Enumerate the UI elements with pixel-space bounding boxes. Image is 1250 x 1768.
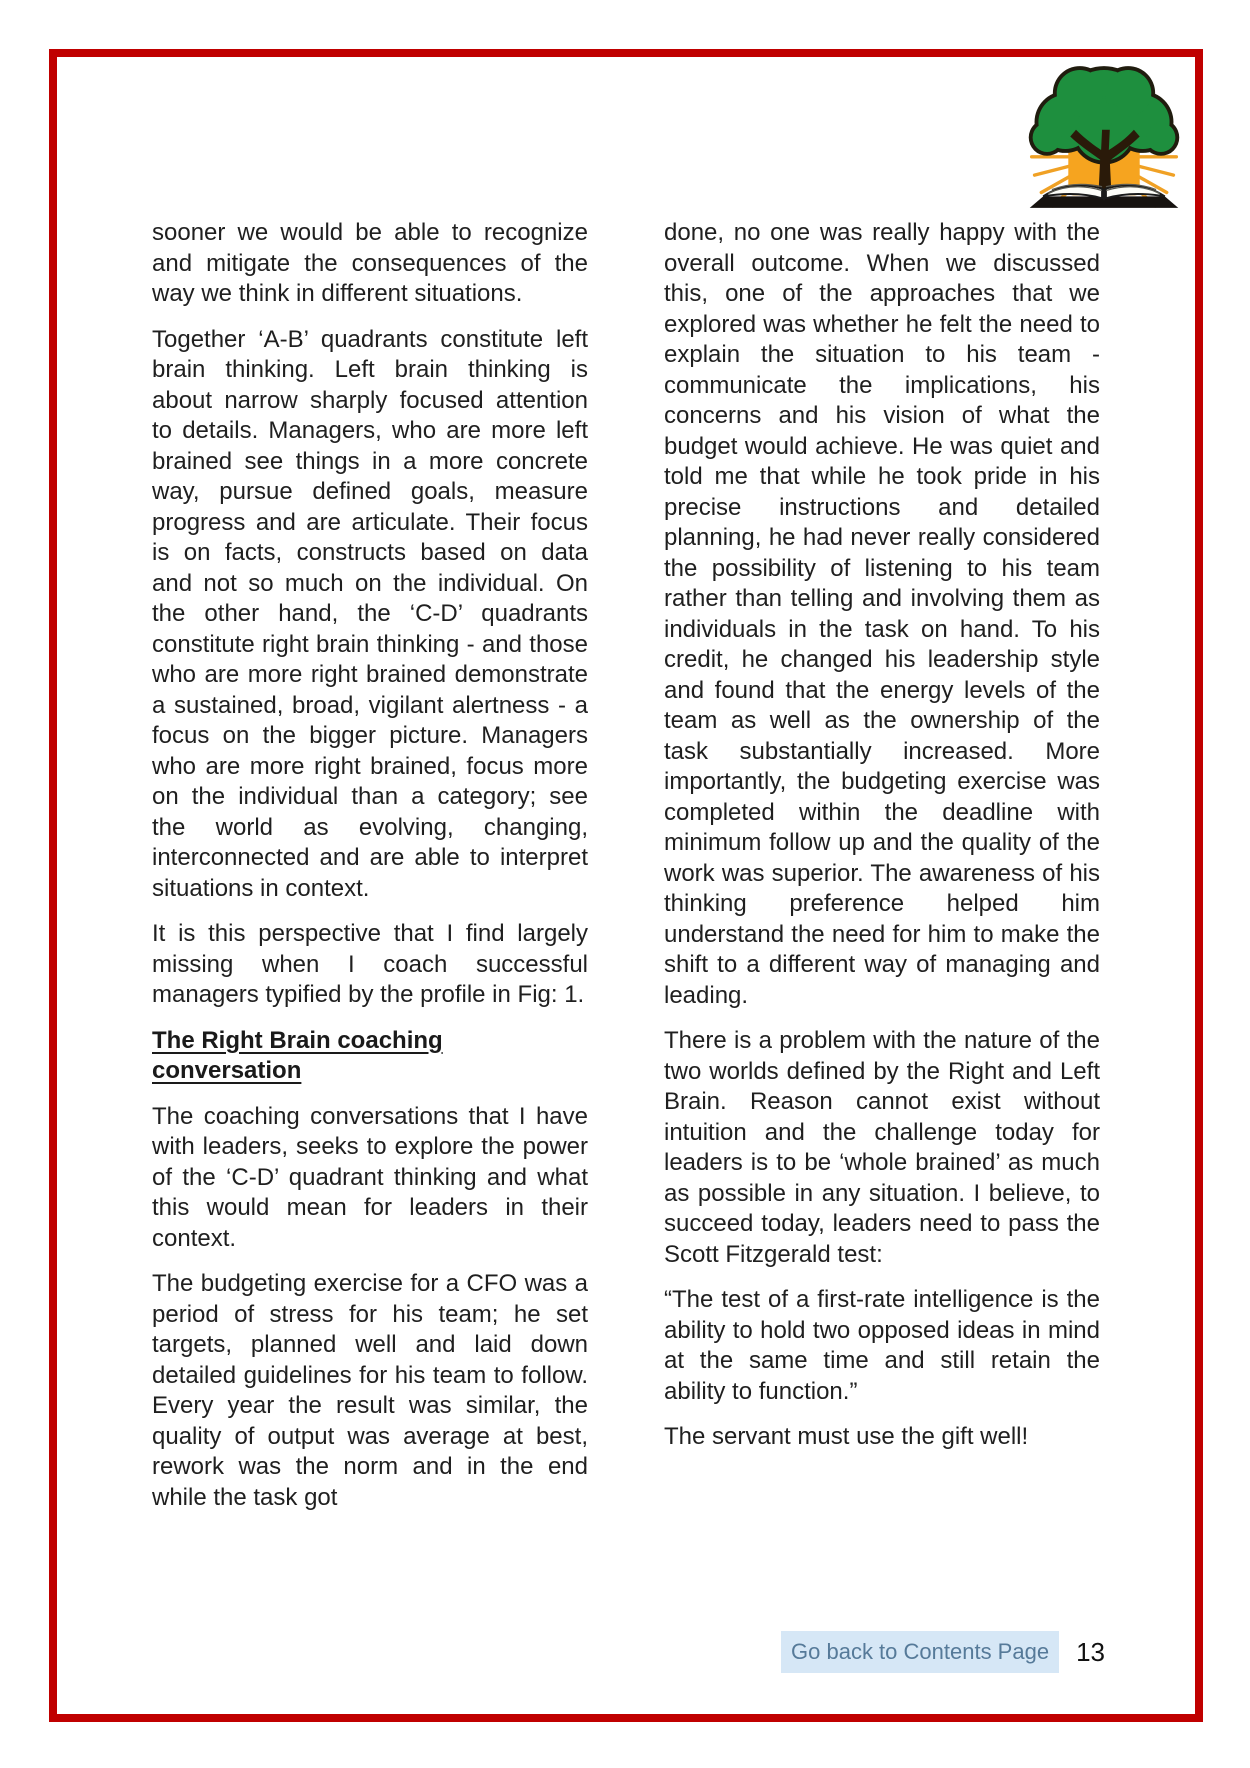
- paragraph: Together ‘A-B’ quadrants constitute left brain thinking. Left brain thinking is about narrow sharply focused attention to details. Managers, who are more left brained see things in a more concrete way, pursue defined goals, measure progress and are articulate. Their focus is on facts, constructs based on data and not so much on the individual. On the other hand, the ‘C-D’ quadrants constitute right brain thinking - and those who are more right brained demonstrate a sustained, broad, vigilant alertness - a focus on the bigger picture. Managers who are more right brained, focus more on the individual than a category; see the world as evolving, changing, interconnected and are able to interpret situations in context.: [152, 325, 588, 902]
- paragraph: done, no one was really happy with the overall outcome. When we discussed this, one of the approaches that we explored was whether he felt the need to explain the situation to his team - communicate the implications, his concerns and his vision of what the budget would achieve. He was quiet and told me that while he took pride in his precise instructions and detailed planning, he had never really considered the possibility of listening to his team rather than telling and involving them as individuals in the task on hand. To his credit, he changed his leadership style and found that the energy levels of the team as well as the ownership of the task substantially increased. More importantly, the budgeting exercise was completed within the deadline with minimum follow up and the quality of the work was superior. The awareness of his thinking preference helped him understand the need for him to make the shift to a different way of managing and leading.: [664, 219, 1100, 1009]
- paragraph: sooner we would be able to recognize and mitigate the consequences of the way we think in different situations.: [152, 219, 588, 307]
- paragraph: The coaching conversations that I have with leaders, seeks to explore the power of the ‘C-D’ quadrant thinking and what this would mean for leaders in their context.: [152, 1102, 588, 1252]
- section-heading: The Right Brain coaching conversation: [152, 1026, 443, 1084]
- tree-book-logo-icon: [1022, 60, 1186, 214]
- closing-line: The servant must use the gift well!: [664, 1423, 1029, 1450]
- paragraph: There is a problem with the nature of the two worlds defined by the Right and Left Brain. Reason cannot exist without intuition and the challenge today for leaders is to be ‘whole brained’ as much as possible in any situation. I believe, to succeed today, leaders need to pass the Scott Fitzgerald test:: [664, 1027, 1100, 1268]
- paragraph: It is this perspective that I find largely missing when I coach successful managers typified by the profile in Fig: 1.: [152, 920, 588, 1008]
- quote-paragraph: “The test of a first-rate intelligence is the ability to hold two opposed ideas in mind at the same time and still retain the ability to function.”: [664, 1286, 1100, 1405]
- right-column: [664, 218, 1100, 1513]
- page-number: 13: [1076, 1636, 1105, 1667]
- article-body: [152, 218, 1100, 1513]
- contents-page-link[interactable]: Go back to Contents Page: [781, 1631, 1059, 1673]
- page-footer: [781, 1631, 1105, 1673]
- paragraph: The budgeting exercise for a CFO was a period of stress for his team; he set targets, planned well and laid down detailed guidelines for his team to follow. Every year the result was similar, the quality of output was average at best, rework was the norm and in the end while the task got: [152, 1270, 588, 1511]
- left-column: [152, 218, 588, 1513]
- tree-book-logo: [1022, 60, 1186, 214]
